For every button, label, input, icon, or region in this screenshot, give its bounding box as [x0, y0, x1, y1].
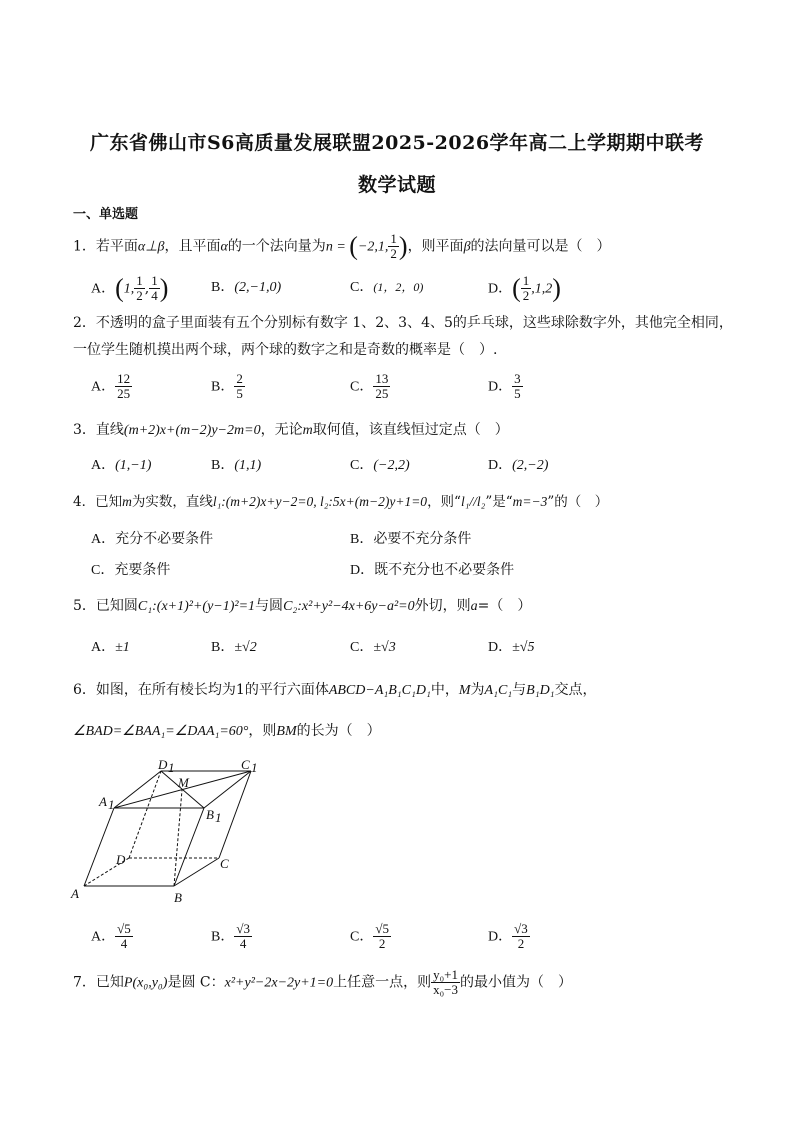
- vertex-sub-b1: 1: [215, 810, 222, 825]
- q2-option-d[interactable]: D． $\frac{3}{5}$: [488, 371, 521, 401]
- q5-option-b[interactable]: B．±√2: [211, 640, 257, 655]
- vertex-sub-a1: 1: [108, 797, 115, 812]
- q1-option-d[interactable]: D．( $\frac{1}{2}$ ,1,2): [488, 273, 561, 303]
- q4-option-b[interactable]: B．必要不充分条件: [350, 531, 472, 547]
- point-label-m: M: [178, 775, 189, 790]
- question-2: 2．不透明的盒子里面装有五个分别标有数字 1、2、3、4、5的乒乓球，这些球除数字外，其他完全相同，: [73, 315, 733, 331]
- vertex-label-b1: B: [206, 807, 214, 822]
- vertex-label-c1: C: [241, 757, 250, 772]
- vertex-sub-d1: 1: [168, 760, 175, 775]
- document-title: 广东省佛山市S6高质量发展联盟2025-2026学年高二上学期期中联考: [89, 132, 705, 154]
- q5-option-d[interactable]: D．±√5: [488, 640, 535, 655]
- document-subtitle: 数学试题: [357, 174, 436, 196]
- fraction: $\frac{\text{y₀+1}}{\text{x₀−3}}$: [433, 967, 459, 997]
- vertex-sub-c1: 1: [251, 760, 258, 775]
- question-1: 1．若平面α⊥β，且平面α的一个法向量为n = (−2,1, $\frac{1}{2}$ )，则平面β的法向量可以是（ ）: [73, 231, 611, 261]
- question-7: 7．已知P(x₀,y₀)是圆 C：x²+y²−2x−2y+1=0上任意一点，则 $\frac{\text{y₀+1}}{\text{x₀−3}}$ 的最小值为（ ）: [73, 967, 573, 997]
- question-5: 5．已知圆C₁:(x+1)²+(y−1)²=1与圆C₂:x²+y²−4x+6y−a²=0外切，则a=（ ）: [73, 598, 532, 614]
- normal-vector: n =: [325, 239, 350, 255]
- q6-option-b[interactable]: B． $\frac{√3}{4}$: [211, 921, 250, 951]
- q5-option-a[interactable]: A．±1: [91, 640, 130, 655]
- parallelepiped-figure: [66, 756, 266, 905]
- q1-option-b[interactable]: B．(2,−1,0): [211, 280, 282, 295]
- section-heading: 一、单选题: [73, 207, 139, 222]
- q4-option-d[interactable]: D．既不充分也不必要条件: [350, 562, 515, 578]
- question-6-line2: ∠BAD=∠BAA₁=∠DAA₁=60°，则BM的长为（ ）: [73, 723, 381, 739]
- q3-option-d[interactable]: D．(2,−2): [488, 458, 549, 473]
- q3-option-b[interactable]: B．(1,1): [211, 458, 262, 473]
- vertex-label-a: A: [71, 886, 79, 901]
- q6-option-d[interactable]: D． $\frac{√3}{2}$: [488, 921, 528, 951]
- question-3: 3．直线(m+2)x+(m−2)y−2m=0，无论m取何值，该直线恒过定点（ ）: [73, 422, 509, 438]
- q3-option-c[interactable]: C．(−2,2): [350, 458, 410, 473]
- question-6: 6．如图，在所有棱长均为1的平行六面体ABCD−A₁B₁C₁D₁中，M为A₁C₁与B₁D₁交点，: [73, 682, 597, 698]
- vertex-label-c: C: [220, 856, 229, 871]
- vertex-label-d: D: [116, 852, 126, 867]
- q2-option-a[interactable]: A． $\frac{12}{25}$: [91, 371, 131, 401]
- q4-option-a[interactable]: A．充分不必要条件: [91, 531, 214, 547]
- question-2-line2: 一位学生随机摸出两个球，两个球的数字之和是奇数的概率是（ ）.: [73, 342, 498, 358]
- q6-option-c[interactable]: C． $\frac{√5}{2}$: [350, 921, 389, 951]
- q4-option-c[interactable]: C．充要条件: [91, 562, 171, 578]
- q1-option-a[interactable]: A．(1, $\frac{1}{2}$ , $\frac{1}{4}$ ): [91, 273, 169, 303]
- vertex-label-a1: A: [99, 794, 107, 809]
- vertex-label-d1: D: [158, 757, 168, 772]
- vertex-label-b: B: [174, 890, 182, 905]
- question-4: 4．已知m为实数，直线l₁:(m+2)x+y−2=0, l₂:5x+(m−2)y+1=0，则“l₁//l₂”是“m=−3”的（ ）: [73, 494, 609, 510]
- question-number: 1．: [73, 238, 96, 255]
- q1-option-c[interactable]: C．(1，2，0): [350, 280, 424, 295]
- q2-option-c[interactable]: C． $\frac{13}{25}$: [350, 371, 389, 401]
- q5-option-c[interactable]: C．±√3: [350, 640, 396, 655]
- q6-option-a[interactable]: A． $\frac{√5}{4}$: [91, 921, 131, 951]
- q3-option-a[interactable]: A．(1,−1): [91, 458, 152, 473]
- fraction: $\frac{1}{2}$: [390, 231, 397, 261]
- q2-option-b[interactable]: B． $\frac{2}{5}$: [211, 371, 243, 401]
